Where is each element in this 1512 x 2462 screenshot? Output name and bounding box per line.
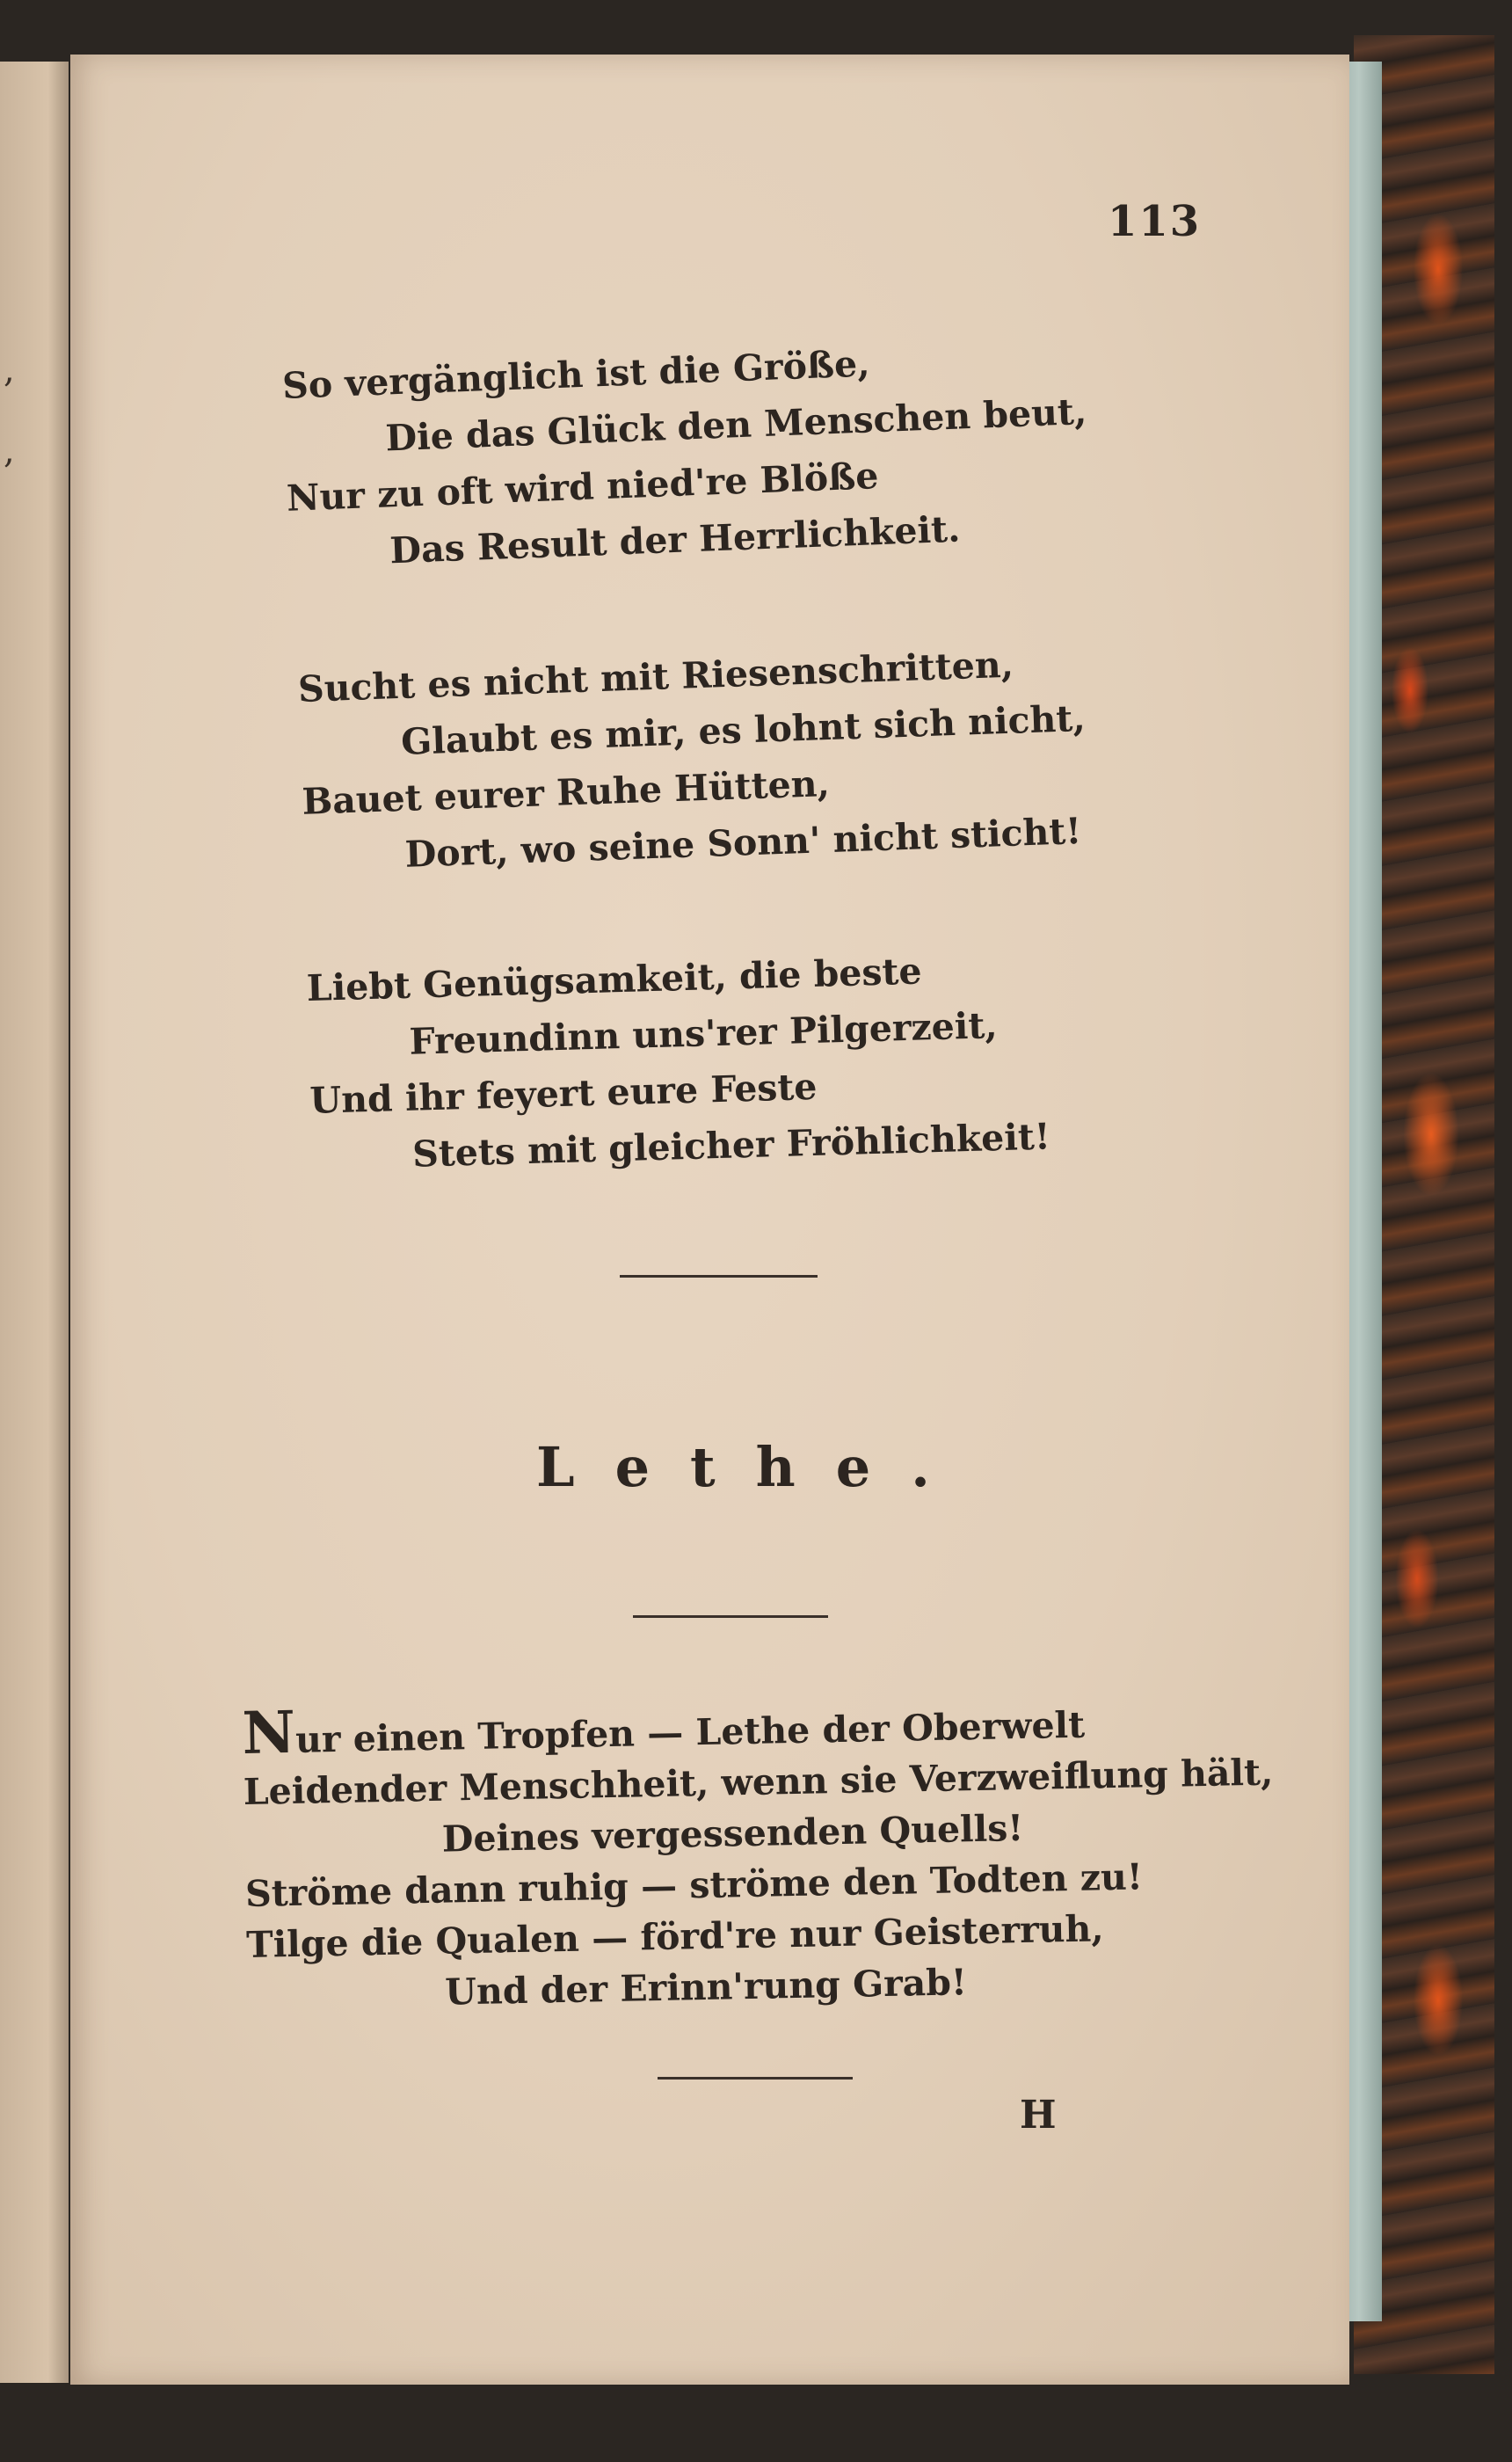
verse-line: Das Result der Herrlichkeit. bbox=[389, 507, 962, 572]
verse-line: Sucht es nicht mit Riesenschritten, bbox=[297, 643, 1014, 710]
section-divider bbox=[620, 1275, 818, 1278]
stanza-2 bbox=[297, 634, 1090, 886]
verse-line: Liebt Genügsamkeit, die beste bbox=[306, 950, 923, 1009]
catchword: H bbox=[1020, 2093, 1057, 2138]
verse-line: Die das Glück den Menschen beut, bbox=[384, 390, 1087, 460]
verse-line: Glaubt es mir, es lohnt sich nicht, bbox=[400, 696, 1087, 763]
verse-line: Und der Erinn'rung Grab! bbox=[444, 1961, 968, 2014]
verse-text: ur einen Tropfen — Lethe der Oberwelt bbox=[294, 1703, 1086, 1761]
verse-line: Leidender Menschheit, wenn sie Verzweiflung hält, bbox=[243, 1751, 1274, 1813]
page-number: 113 bbox=[1108, 197, 1202, 246]
verse-line: Und ihr feyert eure Feste bbox=[309, 1065, 818, 1122]
verse-line: So vergänglich ist die Größe, bbox=[281, 342, 871, 407]
verse-line: Freundinn uns'rer Pilgerzeit, bbox=[408, 1004, 999, 1063]
end-divider bbox=[658, 2077, 853, 2080]
stanza-1 bbox=[281, 327, 1092, 583]
poem-title: Lethe. bbox=[536, 1435, 970, 1499]
initial-letter: N bbox=[241, 1697, 296, 1767]
verse-line: Nur zu oft wird nied're Blöße bbox=[286, 455, 880, 520]
verse-line: Stets mit gleicher Fröhlichkeit! bbox=[411, 1115, 1051, 1176]
poem-lethe bbox=[242, 1686, 1347, 2021]
book-page bbox=[70, 55, 1349, 2385]
verse-line: Ströme dann ruhig — ströme den Todten zu! bbox=[244, 1855, 1144, 1915]
verse-line: Bauet eurer Ruhe Hütten, bbox=[301, 761, 831, 823]
verse-line: Dort, wo seine Sonn' nicht sticht! bbox=[403, 809, 1083, 876]
stanza-3 bbox=[306, 940, 1051, 1185]
verse-line: Tilge die Qualen — förd're nur Geisterruh, bbox=[245, 1907, 1105, 1966]
verse-line: Deines vergessenden Quells! bbox=[441, 1806, 1024, 1861]
left-page-edge bbox=[0, 62, 69, 2383]
left-page-mark: , bbox=[4, 431, 15, 471]
left-page-mark: , bbox=[4, 350, 15, 390]
title-divider bbox=[633, 1615, 828, 1618]
